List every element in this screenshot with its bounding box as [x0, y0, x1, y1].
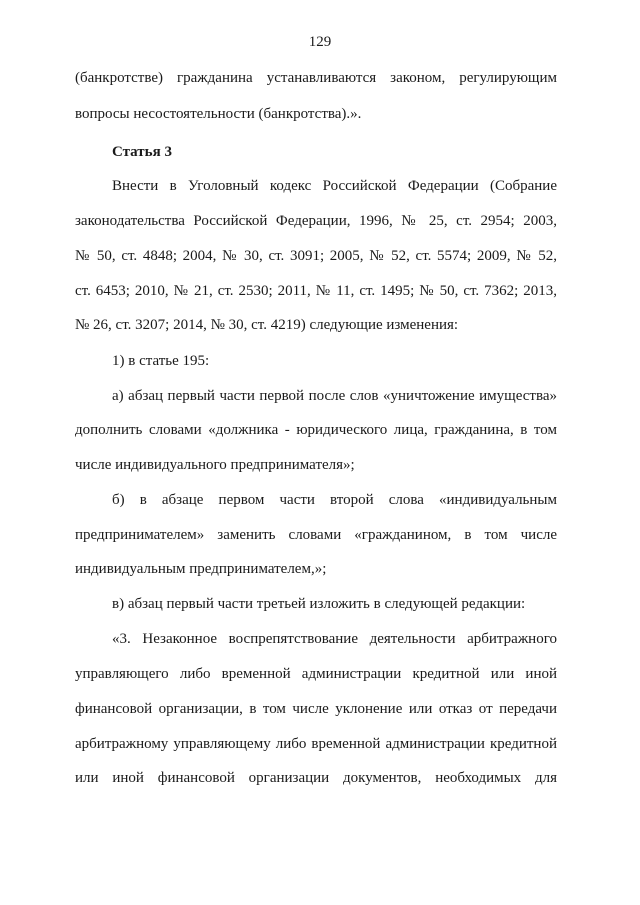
- page-number: 129: [308, 34, 332, 50]
- text-line-8: 1) в статье 195:: [112, 353, 210, 369]
- text-line-18: финансовой организации, в том числе уклонение или отказ от передачи: [75, 701, 557, 717]
- text-line-13: предпринимателем» заменить словами «гражданином, в том числе: [75, 527, 557, 543]
- text-line-4: законодательства Российской Федерации, 1996, № 25, ст. 2954; 2003,: [75, 213, 557, 229]
- text-line-10: дополнить словами «должника - юридического лица, гражданина, в том: [75, 422, 557, 438]
- text-line-15: в) абзац первый части третьей изложить в следующей редакции:: [112, 596, 526, 612]
- text-line-3: Внести в Уголовный кодекс Российской Федерации (Собрание: [112, 178, 557, 194]
- text-line-16: «3. Незаконное воспрепятствование деятельности арбитражного: [112, 631, 557, 647]
- text-line-6: ст. 6453; 2010, № 21, ст. 2530; 2011, № 11, ст. 1495; № 50, ст. 7362; 2013,: [75, 283, 557, 299]
- text-line-11: числе индивидуального предпринимателя»;: [75, 457, 355, 473]
- text-line-17: управляющего либо временной администрации кредитной или иной: [75, 666, 557, 682]
- text-line-12: б) в абзаце первом части второй слова «индивидуальным: [112, 492, 557, 508]
- text-line-14: индивидуальным предпринимателем,»;: [75, 561, 327, 577]
- text-line-1: (банкротстве) гражданина устанавливаются законом, регулирующим: [75, 70, 557, 86]
- text-line-2: вопросы несостоятельности (банкротства).».: [75, 106, 362, 122]
- text-line-19: арбитражному управляющему либо временной администрации кредитной: [75, 736, 557, 752]
- text-line-9: а) абзац первый части первой после слов «уничтожение имущества»: [112, 388, 557, 404]
- article-heading: Статья 3: [112, 144, 172, 160]
- text-line-20: или иной финансовой организации документов, необходимых для: [75, 770, 557, 786]
- text-line-5: № 50, ст. 4848; 2004, № 30, ст. 3091; 2005, № 52, ст. 5574; 2009, № 52,: [75, 248, 557, 264]
- text-line-7: № 26, ст. 3207; 2014, № 30, ст. 4219) следующие изменения:: [75, 317, 459, 333]
